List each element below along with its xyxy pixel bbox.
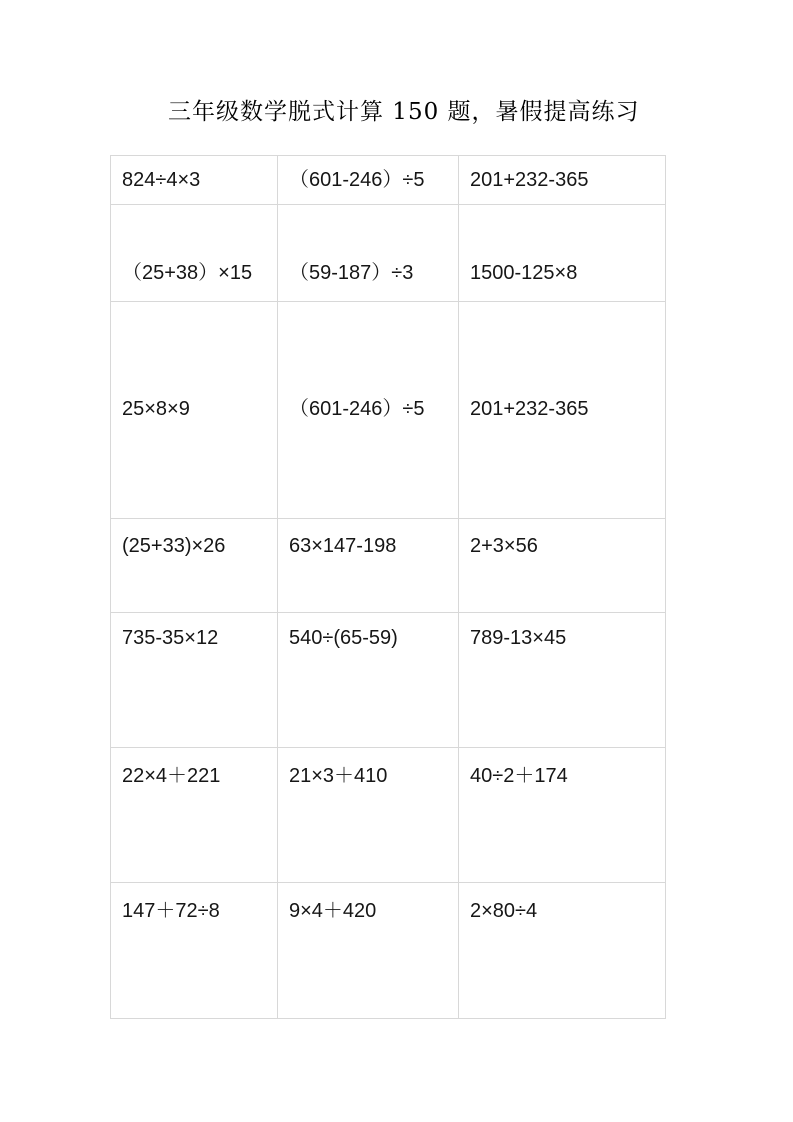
expression-cell: 40÷2＋174 [459,748,666,883]
expression-cell: 22×4＋221 [111,748,278,883]
expression-cell: 2×80÷4 [459,883,666,1019]
table-row [111,156,666,205]
worksheet-title: 三年级数学脱式计算 150 题，暑假提高练习 [168,99,640,125]
expression-cell: （601-246）÷5 [278,302,459,519]
expression-cell: 824÷4×3 [111,156,278,205]
expression-cell: （59-187）÷3 [278,205,459,302]
expression-cell: 25×8×9 [111,302,278,519]
table-row [111,748,666,883]
table-row [111,613,666,748]
expression-cell: 789-13×45 [459,613,666,748]
table-row [111,205,666,302]
expression-cell: (25+33)×26 [111,519,278,613]
expression-cell: 63×147-198 [278,519,459,613]
expression-cell: 201+232-365 [459,156,666,205]
expression-cell: （25+38）×15 [111,205,278,302]
expression-cell: 9×4＋420 [278,883,459,1019]
table-row [111,883,666,1019]
expression-cell: 2+3×56 [459,519,666,613]
expression-cell: 147＋72÷8 [111,883,278,1019]
expression-cell: 540÷(65-59) [278,613,459,748]
expression-cell: 201+232-365 [459,302,666,519]
table-row [111,519,666,613]
table-row [111,302,666,519]
expression-cell: 1500-125×8 [459,205,666,302]
expression-cell: 21×3＋410 [278,748,459,883]
expression-cell: （601-246）÷5 [278,156,459,205]
worksheet-table [110,155,666,1019]
expression-cell: 735-35×12 [111,613,278,748]
